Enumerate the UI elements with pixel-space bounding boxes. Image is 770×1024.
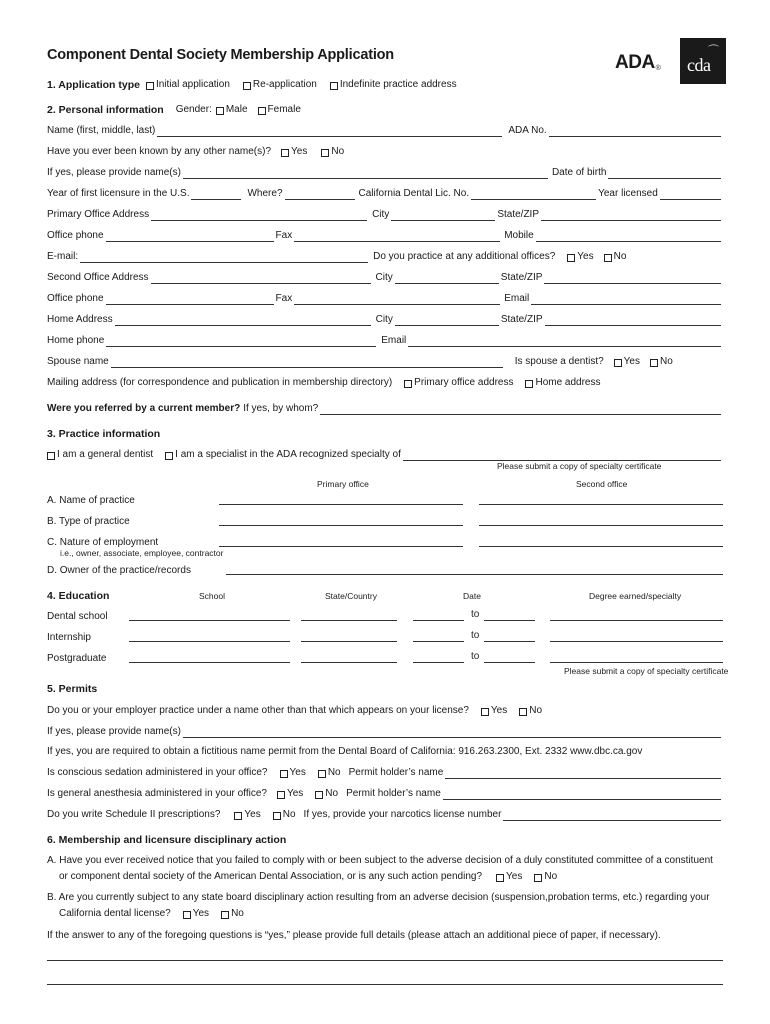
anesthesia-label: Is general anesthesia administered in your office?	[47, 788, 267, 799]
city-label: City	[375, 314, 393, 325]
name-field[interactable]	[157, 126, 502, 137]
specialist-checkbox[interactable]: I am a specialist in the ADA recognized specialty of	[165, 449, 401, 461]
form-title: Component Dental Society Membership Application	[47, 47, 394, 63]
second-office-header: Second office	[576, 479, 628, 489]
spouse-name-field[interactable]	[111, 357, 503, 368]
sedation-holder-field[interactable]	[445, 768, 721, 779]
question-a-yes-checkbox[interactable]: Yes	[496, 871, 522, 883]
provide-names-label: If yes, please provide name(s)	[47, 167, 181, 178]
to-label: to	[471, 651, 480, 662]
gender-label: Gender:	[175, 104, 212, 115]
other-name-practice-no-checkbox[interactable]: No	[519, 705, 542, 717]
referred-by-label: If yes, by whom?	[243, 403, 319, 414]
degree-header: Degree earned/specialty	[589, 591, 682, 601]
question-a-text-cont: or component dental society of the American Dental Association, or is any such action pending?	[59, 871, 483, 882]
mailing-home-checkbox[interactable]: Home address	[525, 377, 600, 389]
home-phone-label: Home phone	[47, 335, 105, 346]
specialty-cert-note: Please submit a copy of specialty certificate	[497, 461, 662, 471]
second-fax-field[interactable]	[294, 294, 500, 305]
home-address-label: Home Address	[47, 314, 113, 325]
where-field[interactable]	[285, 189, 355, 200]
sedation-holder-label: Permit holder’s name	[348, 767, 444, 778]
school-header: School	[199, 591, 225, 601]
dental-school-label: Dental school	[47, 611, 108, 622]
owner-practice-label: D. Owner of the practice/records	[47, 565, 191, 576]
spouse-no-checkbox[interactable]: No	[650, 356, 673, 368]
primary-address-field[interactable]	[151, 210, 367, 221]
other-names-yes-checkbox[interactable]: Yes	[281, 146, 307, 158]
postgraduate-from-field[interactable]	[413, 662, 464, 663]
section-2-heading: 2. Personal information	[47, 104, 164, 116]
mobile-field[interactable]	[536, 231, 721, 242]
home-email-field[interactable]	[408, 336, 721, 347]
practice-names-label: If yes, please provide name(s)	[47, 726, 181, 737]
primary-state-zip-field[interactable]	[541, 210, 721, 221]
state-zip-label: State/ZIP	[500, 272, 543, 283]
date-header: Date	[463, 591, 481, 601]
cda-logo: ⌒ cda	[680, 38, 726, 84]
anesthesia-holder-label: Permit holder’s name	[346, 788, 441, 799]
state-country-header: State/Country	[325, 591, 377, 601]
dob-field[interactable]	[608, 168, 721, 179]
dental-school-degree-field[interactable]	[550, 620, 723, 621]
employment-second-field[interactable]	[479, 546, 723, 547]
details-instruction: If the answer to any of the foregoing questions is “yes,” please provide full details (please attach an additional piece of paper, if necessary).	[47, 930, 661, 941]
fax-field[interactable]	[294, 231, 500, 242]
general-dentist-checkbox[interactable]: I am a general dentist	[47, 449, 153, 461]
anesthesia-yes-checkbox[interactable]: Yes	[277, 788, 303, 800]
email-label: E-mail:	[47, 251, 79, 262]
narcotics-field[interactable]	[503, 810, 721, 821]
postgraduate-state-field[interactable]	[301, 662, 397, 663]
referred-by-field[interactable]	[320, 404, 721, 415]
dental-school-to-field[interactable]	[484, 620, 535, 621]
narcotics-label: If yes, provide your narcotics license number	[303, 809, 502, 820]
female-checkbox[interactable]: Female	[258, 104, 301, 116]
state-zip-label: State/ZIP	[497, 209, 539, 220]
practice-name-second-field[interactable]	[479, 504, 723, 505]
spouse-dentist-label: Is spouse a dentist?	[514, 356, 604, 367]
re-application-checkbox[interactable]: Re-application	[243, 79, 317, 91]
other-names-label: Have you ever been known by any other name(s)?	[47, 146, 272, 157]
name-of-practice-label: A. Name of practice	[47, 495, 135, 506]
practice-type-second-field[interactable]	[479, 525, 723, 526]
internship-field[interactable]	[129, 641, 290, 642]
internship-label: Internship	[47, 632, 91, 643]
ada-no-label: ADA No.	[508, 125, 547, 136]
question-b-no-checkbox[interactable]: No	[221, 908, 244, 920]
second-city-field[interactable]	[395, 273, 499, 284]
city-label: City	[375, 272, 393, 283]
details-line-1[interactable]	[47, 960, 723, 961]
section-6-heading: 6. Membership and licensure disciplinary action	[47, 834, 287, 846]
office-phone-field[interactable]	[106, 231, 274, 242]
primary-address-label: Primary Office Address	[47, 209, 150, 220]
city-label: City	[372, 209, 390, 220]
name-label: Name (first, middle, last)	[47, 125, 156, 136]
practice-name-primary-field[interactable]	[219, 504, 463, 505]
fax-label: Fax	[275, 293, 293, 304]
ca-lic-field[interactable]	[471, 189, 596, 200]
question-b-text: B. Are you currently subject to any state board disciplinary action resulting from an adverse decision (suspension,probation terms, etc.) regarding your	[47, 892, 710, 903]
male-checkbox[interactable]: Male	[216, 104, 248, 116]
schedule-ii-label: Do you write Schedule II prescriptions?	[47, 809, 221, 820]
other-names-field[interactable]	[183, 168, 548, 179]
office-phone-label: Office phone	[47, 230, 104, 241]
postgraduate-degree-field[interactable]	[550, 662, 723, 663]
internship-from-field[interactable]	[413, 641, 464, 642]
tooth-logo-icon: ⌒	[708, 45, 719, 57]
nature-employment-label: C. Nature of employment	[47, 537, 159, 548]
first-licensure-label: Year of first licensure in the U.S.	[47, 188, 190, 199]
question-a-text: A. Have you ever received notice that you failed to comply with or been subject to the adverse decision of a duly constituted committee of a constituent	[47, 855, 713, 866]
home-email-label: Email	[381, 335, 407, 346]
additional-yes-checkbox[interactable]: Yes	[567, 251, 593, 263]
indefinite-address-checkbox[interactable]: Indefinite practice address	[330, 79, 457, 91]
postgraduate-to-field[interactable]	[484, 662, 535, 663]
internship-degree-field[interactable]	[550, 641, 723, 642]
mobile-label: Mobile	[504, 230, 534, 241]
initial-application-checkbox[interactable]: Initial application	[146, 79, 230, 91]
other-name-practice-label: Do you or your employer practice under a name other than that which appears on your license?	[47, 705, 469, 716]
practice-names-field[interactable]	[183, 727, 721, 738]
schedule-no-checkbox[interactable]: No	[273, 809, 296, 821]
dob-label: Date of birth	[551, 167, 607, 178]
schedule-yes-checkbox[interactable]: Yes	[234, 809, 260, 821]
question-a-no-checkbox[interactable]: No	[534, 871, 557, 883]
dental-school-field[interactable]	[129, 620, 290, 621]
first-licensure-field[interactable]	[191, 189, 241, 200]
spouse-yes-checkbox[interactable]: Yes	[614, 356, 640, 368]
section-1-heading: 1. Application type	[47, 79, 140, 91]
second-email-field[interactable]	[531, 294, 721, 305]
section-3-heading: 3. Practice information	[47, 428, 161, 440]
mailing-address-label: Mailing address (for correspondence and publication in membership directory)	[47, 377, 393, 388]
sedation-label: Is conscious sedation administered in your office?	[47, 767, 268, 778]
second-state-zip-field[interactable]	[544, 273, 721, 284]
primary-city-field[interactable]	[391, 210, 495, 221]
spouse-name-label: Spouse name	[47, 356, 109, 367]
section-5-heading: 5. Permits	[47, 683, 98, 695]
other-name-practice-yes-checkbox[interactable]: Yes	[481, 705, 507, 717]
second-address-field[interactable]	[151, 273, 371, 284]
to-label: to	[471, 609, 480, 620]
fax-label: Fax	[275, 230, 293, 241]
fictitious-name-text: If yes, you are required to obtain a fictitious name permit from the Dental Board of California: 916.263.2300, Ext. 2332 www.dbc.ca.gov	[47, 746, 643, 757]
sedation-yes-checkbox[interactable]: Yes	[280, 767, 306, 779]
dental-school-from-field[interactable]	[413, 620, 464, 621]
employment-note: i.e., owner, associate, employee, contractor	[60, 548, 224, 558]
office-phone-label: Office phone	[47, 293, 104, 304]
section-4-heading: 4. Education	[47, 590, 110, 602]
degree-cert-note: Please submit a copy of specialty certificate	[564, 666, 729, 676]
ca-lic-label: California Dental Lic. No.	[358, 188, 470, 199]
email-label-2: Email	[504, 293, 530, 304]
state-zip-label: State/ZIP	[500, 314, 543, 325]
email-field[interactable]	[80, 252, 368, 263]
details-line-2[interactable]	[47, 984, 723, 985]
where-label: Where?	[247, 188, 283, 199]
internship-to-field[interactable]	[484, 641, 535, 642]
home-city-field[interactable]	[395, 315, 499, 326]
ada-logo: ADA®	[615, 52, 661, 73]
additional-offices-label: Do you practice at any additional offices?	[373, 251, 556, 262]
home-address-field[interactable]	[115, 315, 371, 326]
type-of-practice-label: B. Type of practice	[47, 516, 130, 527]
dental-school-state-field[interactable]	[301, 620, 397, 621]
home-phone-field[interactable]	[106, 336, 376, 347]
home-state-zip-field[interactable]	[545, 315, 721, 326]
anesthesia-holder-field[interactable]	[443, 789, 721, 800]
question-b-text-cont: California dental license?	[59, 908, 171, 919]
owner-practice-field[interactable]	[226, 574, 723, 575]
year-licensed-label: Year licensed	[598, 188, 658, 199]
additional-no-checkbox[interactable]: No	[604, 251, 627, 263]
ada-no-field[interactable]	[549, 126, 721, 137]
question-b-yes-checkbox[interactable]: Yes	[183, 908, 209, 920]
specialty-field[interactable]	[403, 450, 721, 461]
referred-label: Were you referred by a current member?	[47, 403, 241, 414]
primary-office-header: Primary office	[317, 479, 369, 489]
postgraduate-label: Postgraduate	[47, 653, 107, 664]
other-names-no-checkbox[interactable]: No	[321, 146, 344, 158]
employment-primary-field[interactable]	[219, 546, 463, 547]
internship-state-field[interactable]	[301, 641, 397, 642]
second-office-phone-field[interactable]	[106, 294, 274, 305]
year-licensed-field[interactable]	[660, 189, 721, 200]
second-address-label: Second Office Address	[47, 272, 149, 283]
to-label: to	[471, 630, 480, 641]
postgraduate-field[interactable]	[129, 662, 290, 663]
anesthesia-no-checkbox[interactable]: No	[315, 788, 338, 800]
practice-type-primary-field[interactable]	[219, 525, 463, 526]
mailing-primary-checkbox[interactable]: Primary office address	[404, 377, 513, 389]
sedation-no-checkbox[interactable]: No	[318, 767, 341, 779]
